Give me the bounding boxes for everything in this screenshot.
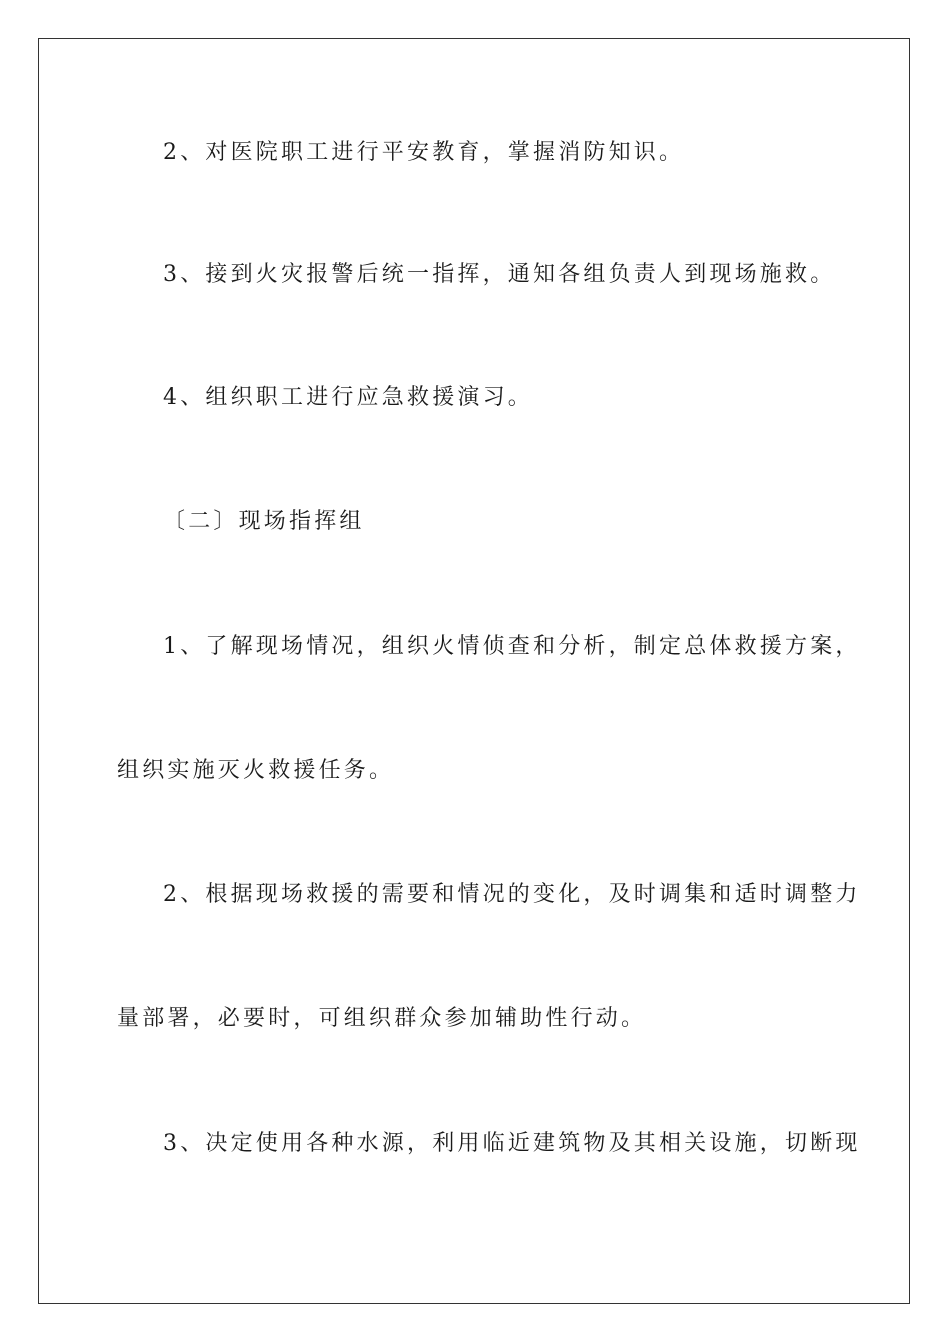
paragraph-line: 量部署，必要时，可组织群众参加辅助性行动。	[117, 1006, 647, 1031]
paragraph-line: 组织实施灭火救援任务。	[117, 758, 395, 783]
section-heading: 〔二〕现场指挥组	[163, 509, 365, 534]
paragraph-line: 1、了解现场情况，组织火情侦查和分析，制定总体救援方案，	[163, 634, 861, 659]
paragraph-line: 3、接到火灾报警后统一指挥，通知各组负责人到现场施救。	[163, 262, 836, 287]
paragraph-line: 4、组织职工进行应急救援演习。	[163, 385, 533, 410]
paragraph-line: 2、根据现场救援的需要和情况的变化，及时调集和适时调整力	[163, 882, 861, 907]
paragraph-line: 3、决定使用各种水源，利用临近建筑物及其相关设施，切断现	[163, 1131, 861, 1156]
page-frame	[38, 38, 910, 1304]
paragraph-line: 2、对医院职工进行平安教育，掌握消防知识。	[163, 140, 685, 165]
